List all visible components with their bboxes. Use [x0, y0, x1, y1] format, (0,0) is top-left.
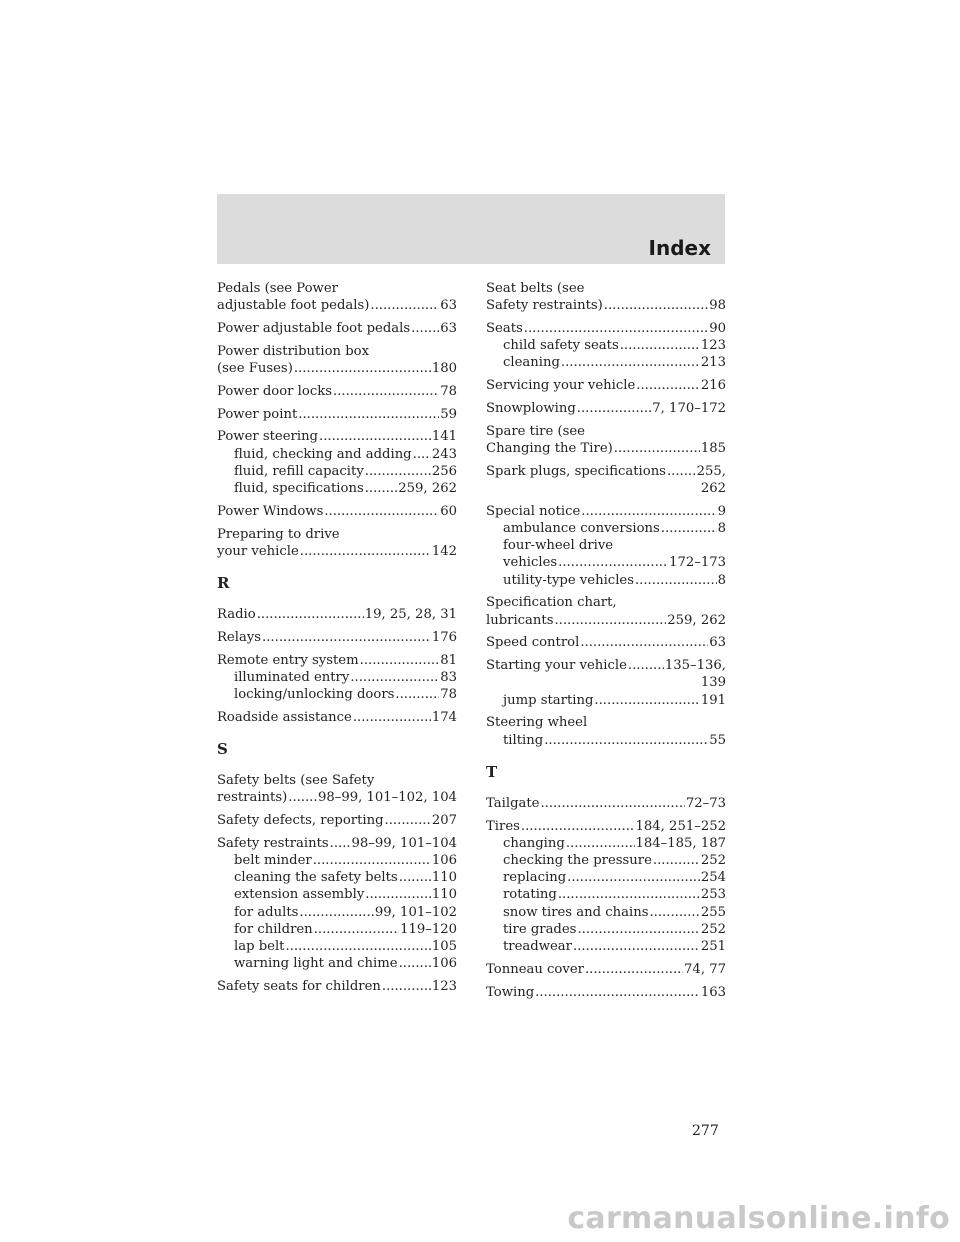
page-ref: 63	[709, 635, 726, 651]
index-entry: Relays ..... 176	[217, 629, 457, 646]
page-ref: 207	[431, 813, 457, 828]
index-entry: Pedals (see Power adjustable foot pedals) ..... 63	[217, 280, 457, 314]
index-entry: Power steering ..... 141 fluid, checking and adding ..... 243 fluid, refill capacity ..... 256 fluid, specifications ..... 259, 262	[217, 428, 457, 497]
index-entry: Power Windows ..... 60	[217, 503, 457, 520]
page-ref: 135–136,	[664, 658, 726, 674]
section-letter-r: R	[217, 574, 230, 592]
page-ref: 74, 77	[684, 961, 726, 977]
page-ref: 7, 170–172	[652, 401, 726, 416]
index-subentry: illuminated entry ..... 83	[217, 669, 457, 686]
index-entry: Power door locks ..... 78	[217, 383, 457, 400]
page-ref: 163	[700, 984, 726, 1000]
index-subentry: warning light and chime ..... 106	[217, 955, 457, 972]
index-subentry: cleaning ..... 213	[486, 354, 726, 371]
index-entry: Power adjustable foot pedals ..... 63	[217, 320, 457, 337]
page-ref: 174	[431, 709, 457, 725]
index-entry: Remote entry system ..... 81 illuminated entry ..... 83 locking/unlocking doors ..... 78	[217, 652, 457, 704]
index-subentry: locking/unlocking doors ..... 78	[217, 686, 457, 703]
page-ref-continued: 139	[700, 675, 726, 691]
index-entry: Power point ..... 59	[217, 406, 457, 423]
page-ref: 98–99, 101–104	[351, 835, 457, 851]
index-subentry: ambulance conversions ..... 8	[486, 520, 726, 537]
index-subentry: changing ..... 184–185, 187	[486, 835, 726, 852]
index-entry: Safety defects, reporting ..... 207	[217, 812, 457, 829]
index-entry: Specification chart, lubricants ..... 259, 262	[486, 594, 726, 628]
index-entry: Snowplowing ..... 7, 170–172	[486, 400, 726, 417]
index-entry: Preparing to drive your vehicle ..... 142	[217, 526, 457, 560]
index-subentry: for adults ..... 99, 101–102	[217, 904, 457, 921]
index-subentry: vehicles ..... 172–173	[486, 554, 726, 571]
index-subentry: extension assembly ..... 110	[217, 886, 457, 903]
index-subentry: utility-type vehicles ..... 8	[486, 572, 726, 589]
page-ref: 123	[431, 979, 457, 995]
page-ref: 9	[717, 503, 726, 519]
page-ref: 259, 262	[667, 612, 726, 628]
page-ref: 72–73	[685, 795, 726, 811]
page-ref: 184, 251–252	[635, 818, 726, 834]
section-letter-t: T	[486, 762, 498, 781]
page-ref: 78	[440, 383, 457, 399]
index-entry: Tailgate ..... 72–73	[486, 795, 726, 812]
index-entry: Seat belts (see Safety restraints) ..... 98	[486, 280, 726, 314]
page-ref: 90	[709, 321, 726, 336]
index-entry: Radio ..... 19, 25, 28, 31	[217, 606, 457, 623]
index-subentry: child safety seats ..... 123	[486, 337, 726, 354]
page-ref: 60	[440, 503, 457, 519]
page-ref: 176	[431, 629, 457, 645]
page-ref: 98	[709, 298, 726, 314]
index-subentry: cleaning the safety belts ..... 110	[217, 869, 457, 886]
index-entry: Roadside assistance ..... 174	[217, 709, 457, 726]
page-number: 277	[692, 1123, 719, 1139]
index-subentry: tire grades ..... 252	[486, 921, 726, 938]
page-ref: 98–99, 101–102, 104	[317, 790, 457, 806]
index-entry: Power distribution box (see Fuses) ..... 180	[217, 343, 457, 377]
page-ref: 142	[431, 543, 457, 559]
section-letter-s: S	[217, 740, 228, 758]
index-subentry: snow tires and chains ..... 255	[486, 904, 726, 921]
index-entry: Spare tire (see Changing the Tire) ..... 185	[486, 423, 726, 457]
index-entry: Safety restraints ..... 98–99, 101–104 belt minder ..... 106 cleaning the safety belts ..... 110 extension assembly ..... 110 for adults ..... 99, 101–102 for children ..... 119–120 lap belt ..... 105 warning light and chime ..... 106	[217, 835, 457, 973]
index-column-right	[486, 280, 726, 1006]
index-subentry: replacing ..... 254	[486, 869, 726, 886]
page-ref: 63	[440, 321, 457, 336]
page-ref: 81	[440, 652, 457, 668]
index-subentry: for children ..... 119–120	[217, 921, 457, 938]
index-subentry: fluid, checking and adding ..... 243	[217, 446, 457, 463]
page-ref: 63	[440, 298, 457, 314]
page-ref: 216	[700, 378, 726, 394]
index-subentry: lap belt ..... 105	[217, 938, 457, 955]
index-entry: Speed control ..... 63	[486, 634, 726, 651]
index-entry: Safety belts (see Safety restraints) ..... 98–99, 101–102, 104	[217, 772, 457, 806]
page-ref: 141	[431, 429, 457, 445]
index-subentry: checking the pressure ..... 252	[486, 852, 726, 869]
index-entry: Tires ..... 184, 251–252 changing ..... 184–185, 187 checking the pressure ..... 252 replacing ..... 254 rotating ..... 253 snow tires and chains ..... 255 tire grades ..... 252 treadwear ..... 251	[486, 818, 726, 956]
index-subentry: fluid, refill capacity ..... 256	[217, 463, 457, 480]
index-entry: Servicing your vehicle ..... 216	[486, 377, 726, 394]
index-entry: Starting your vehicle ..... 135–136, 139 jump starting ..... 191	[486, 657, 726, 709]
index-subentry: treadwear ..... 251	[486, 938, 726, 955]
section-title: Index	[648, 236, 711, 260]
page-ref: 185	[700, 441, 726, 456]
index-subentry: rotating ..... 253	[486, 886, 726, 903]
index-entry: Special notice ..... 9 ambulance conversions ..... 8 four-wheel drive vehicles ..... 172–173 utility-type vehicles ..... 8	[486, 503, 726, 589]
watermark: carmanualsonline.info	[567, 1201, 950, 1236]
index-subentry: four-wheel drive	[503, 538, 614, 554]
index-entry: Steering wheel tilting ..... 55	[486, 714, 726, 748]
index-subentry: tilting ..... 55	[486, 732, 726, 749]
index-subentry: jump starting ..... 191	[486, 692, 726, 709]
index-entry: Spark plugs, specifications ..... 255, 262	[486, 463, 726, 497]
section-header	[217, 194, 725, 264]
index-entry: Safety seats for children ..... 123	[217, 978, 457, 995]
index-entry: Tonneau cover ..... 74, 77	[486, 961, 726, 978]
index-column-left	[217, 280, 457, 1001]
page-ref: 19, 25, 28, 31	[364, 607, 457, 622]
index-subentry: fluid, specifications ..... 259, 262	[217, 480, 457, 497]
page-ref: 180	[431, 361, 457, 376]
page-ref-continued: 262	[700, 481, 726, 496]
index-entry: Seats ..... 90 child safety seats ..... 123 cleaning ..... 213	[486, 320, 726, 372]
index-subentry: belt minder ..... 106	[217, 852, 457, 869]
page-ref: 59	[440, 406, 457, 422]
page-ref: 255,	[696, 463, 726, 479]
index-entry: Towing ..... 163	[486, 984, 726, 1001]
